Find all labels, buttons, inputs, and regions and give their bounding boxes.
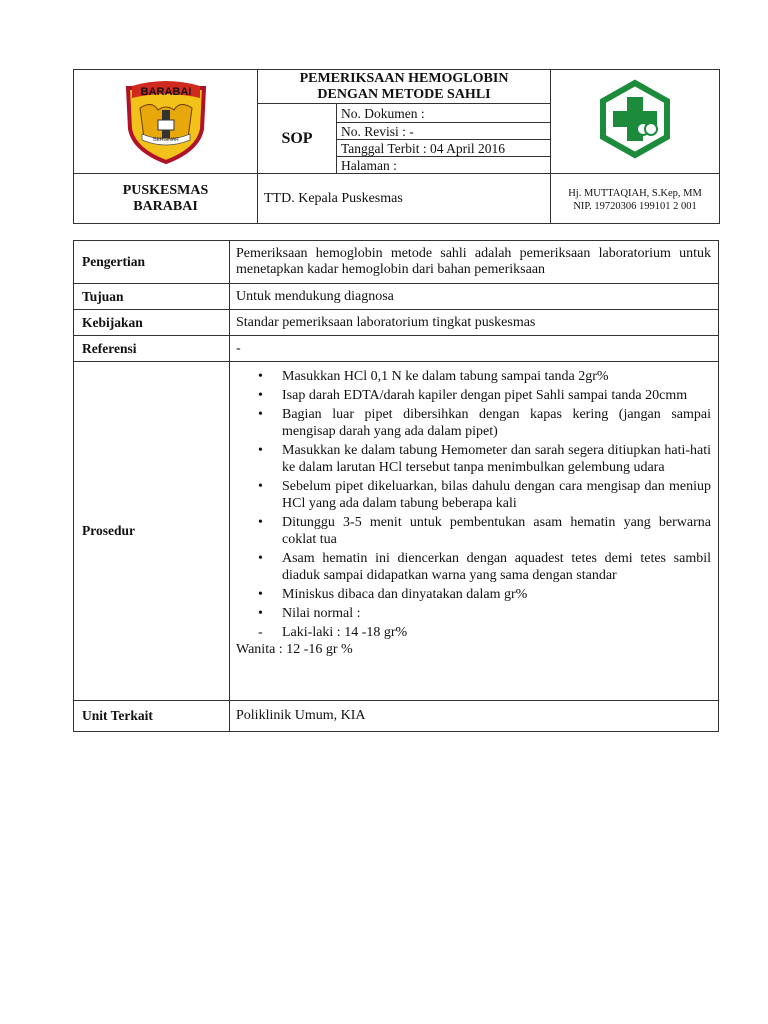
title-line-1: PEMERIKSAAN HEMOGLOBIN: [299, 70, 509, 86]
label-tujuan: Tujuan: [74, 284, 230, 310]
bullet-marker: •: [258, 551, 263, 566]
bullet-marker: •: [258, 388, 263, 403]
procedure-step: [236, 368, 711, 385]
barabai-logo-cell: [74, 70, 258, 174]
bullet-marker: •: [258, 587, 263, 602]
procedure-step: [236, 550, 711, 584]
procedure-step-text: Ditunggu 3-5 menit untuk pembentukan asam hematin yang berwarna coklat tua: [282, 515, 711, 547]
bullet-marker: •: [258, 407, 263, 422]
row-tujuan: [74, 284, 719, 310]
row-unit-terkait: [74, 701, 719, 732]
puskesmas-logo-cell: [551, 70, 720, 174]
bullet-marker: •: [258, 515, 263, 530]
procedure-step-text: Miniskus dibaca dan dinyatakan dalam gr%: [282, 587, 528, 602]
procedure-steps-list: [236, 368, 711, 622]
bullet-marker: •: [258, 606, 263, 621]
logo-band-text: BERSINAR: [152, 137, 179, 143]
label-prosedur: Prosedur: [74, 362, 230, 701]
ttd-label: TTD. Kepala Puskesmas: [258, 174, 551, 224]
organization-name: [74, 174, 258, 224]
procedure-step: [236, 478, 711, 512]
procedure-step-text: Isap darah EDTA/darah kapiler dengan pipet Sahli sampai tanda 20cmm: [282, 388, 688, 403]
value-pengertian: Pemeriksaan hemoglobin metode sahli adalah pemeriksaan laboratorium untuk menetapkan kadar hemoglobin dari bahan pemeriksaan: [230, 241, 719, 284]
value-tujuan: Untuk mendukung diagnosa: [230, 284, 719, 310]
procedure-step: [236, 387, 711, 404]
label-pengertian: Pengertian: [74, 241, 230, 284]
value-unit-terkait: Poliklinik Umum, KIA: [230, 701, 719, 732]
dash-marker: -: [258, 625, 263, 640]
logo-text: BARABAI: [140, 86, 191, 98]
halaman: Halaman :: [337, 157, 551, 174]
laki-laki-line: [236, 624, 711, 641]
procedure-step: [236, 605, 711, 622]
procedure-step-text: Asam hematin ini diencerkan dengan aquadest tetes demi tetes sambil diaduk sampai didapatkan warna yang sama dengan standar: [282, 551, 711, 583]
signer-name: Hj. MUTTAQIAH, S.Kep, MM: [568, 187, 702, 199]
no-revisi: No. Revisi : -: [337, 123, 551, 140]
bullet-marker: •: [258, 443, 263, 458]
signer-block: [551, 174, 720, 224]
procedure-step-text: Bagian luar pipet dibersihkan dengan kapas kering (jangan sampai mengisap darah yang ada dalam pipet): [282, 407, 711, 439]
procedure-step-text: Masukkan ke dalam tabung Hemometer dan sarah segera ditiupkan hati-hati ke dalam larutan HCl tersebut tanpa menimbulkan gelembung udara: [282, 443, 711, 475]
sop-label: SOP: [258, 104, 337, 174]
org-line-1: PUSKESMAS: [122, 182, 209, 198]
barabai-crest-logo: [118, 74, 214, 164]
title-line-2: DENGAN METODE SAHLI: [317, 86, 491, 102]
tanggal-terbit: Tanggal Terbit : 04 April 2016: [337, 140, 551, 157]
row-prosedur: [74, 362, 719, 701]
bullet-marker: •: [258, 369, 263, 384]
procedure-step: [236, 442, 711, 476]
sop-header-table: [73, 69, 720, 224]
row-referensi: [74, 336, 719, 362]
org-line-2: BARABAI: [133, 198, 198, 214]
row-kebijakan: [74, 310, 719, 336]
document-title: [258, 70, 551, 104]
value-prosedur: [230, 362, 719, 701]
value-referensi: -: [230, 336, 719, 362]
procedure-step-text: Sebelum pipet dikeluarkan, bilas dahulu dengan cara mengisap dan meniup HCl yang ada dalam tabung beberapa kali: [282, 479, 711, 511]
procedure-step: [236, 406, 711, 440]
procedure-step: [236, 586, 711, 603]
wanita-line: Wanita : 12 -16 gr %: [236, 642, 353, 657]
procedure-step: [236, 514, 711, 548]
no-dokumen: No. Dokumen :: [337, 104, 551, 123]
label-unit-terkait: Unit Terkait: [74, 701, 230, 732]
label-referensi: Referensi: [74, 336, 230, 362]
procedure-step-text: Nilai normal :: [282, 606, 361, 621]
sop-content-table: [73, 240, 719, 732]
procedure-step-text: Masukkan HCl 0,1 N ke dalam tabung sampai tanda 2gr%: [282, 369, 609, 384]
bullet-marker: •: [258, 479, 263, 494]
row-pengertian: [74, 241, 719, 284]
value-kebijakan: Standar pemeriksaan laboratorium tingkat puskesmas: [230, 310, 719, 336]
puskesmas-cross-logo: [595, 79, 675, 159]
signer-nip: NIP. 19720306 199101 2 001: [573, 200, 697, 212]
label-kebijakan: Kebijakan: [74, 310, 230, 336]
laki-laki-value: Laki-laki : 14 -18 gr%: [282, 625, 408, 640]
